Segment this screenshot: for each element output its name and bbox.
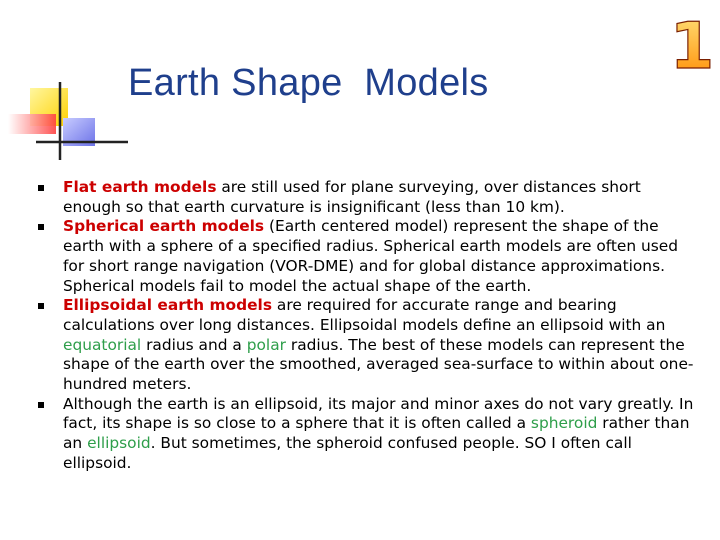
bullet-text: are still used for plane surveying, over distances short enough so that earth curvature is insignificant (less than 10 km). (63, 178, 641, 216)
bullet-text: radius and a (141, 335, 247, 354)
slide-title: Earth Shape Models (128, 62, 489, 104)
square-bullet-icon (38, 402, 44, 408)
bullet-text: . But sometimes, the spheroid confused people. SO I often call ellipsoid. (63, 434, 632, 472)
svg-text:1: 1 (669, 14, 715, 74)
square-bullet-icon (38, 303, 44, 309)
square-bullet-icon (38, 224, 44, 230)
bullet-text: (Earth centered model) represent the shape of the earth with a sphere of a specified radius. Spherical earth models are often used for short range navigation (VOR-DME) and for global distance approximations. Spherical models fail to model the actual shape of the earth. (63, 217, 679, 295)
decorative-blocks-graphic (0, 0, 130, 170)
bullet-flat-earth (36, 178, 696, 217)
term-polar: polar (246, 335, 286, 354)
bullet-text: rather than an (63, 414, 690, 453)
term-spheroid: spheroid (530, 414, 598, 433)
bullet-spheroid (36, 395, 696, 474)
bullet-text: are required for accurate range and bearing calculations over long distances. Ellipsoidal models define an ellipsoid with an (63, 296, 666, 334)
term-ellipsoidal-earth-models: Ellipsoidal earth models (63, 296, 272, 315)
term-flat-earth-models: Flat earth models (63, 178, 217, 196)
bullet-text: radius. The best of these models can represent the shape of the earth over the smoothed, averaged sea-surface to within about one-hundred meters. (63, 335, 694, 394)
term-equatorial: equatorial (63, 335, 142, 354)
term-spherical-earth-models: Spherical earth models (63, 217, 265, 236)
bullet-text: Although the earth is an ellipsoid, its major and minor axes do not vary greatly. In fact, its shape is so close to a sphere that it is often called a (63, 394, 694, 433)
slide-number-graphic (668, 14, 716, 74)
bullet-ellipsoidal-earth (36, 296, 696, 395)
bullet-list (36, 178, 696, 474)
bullet-spherical-earth (36, 217, 696, 296)
term-ellipsoid: ellipsoid (87, 434, 151, 453)
square-bullet-icon (38, 185, 44, 191)
